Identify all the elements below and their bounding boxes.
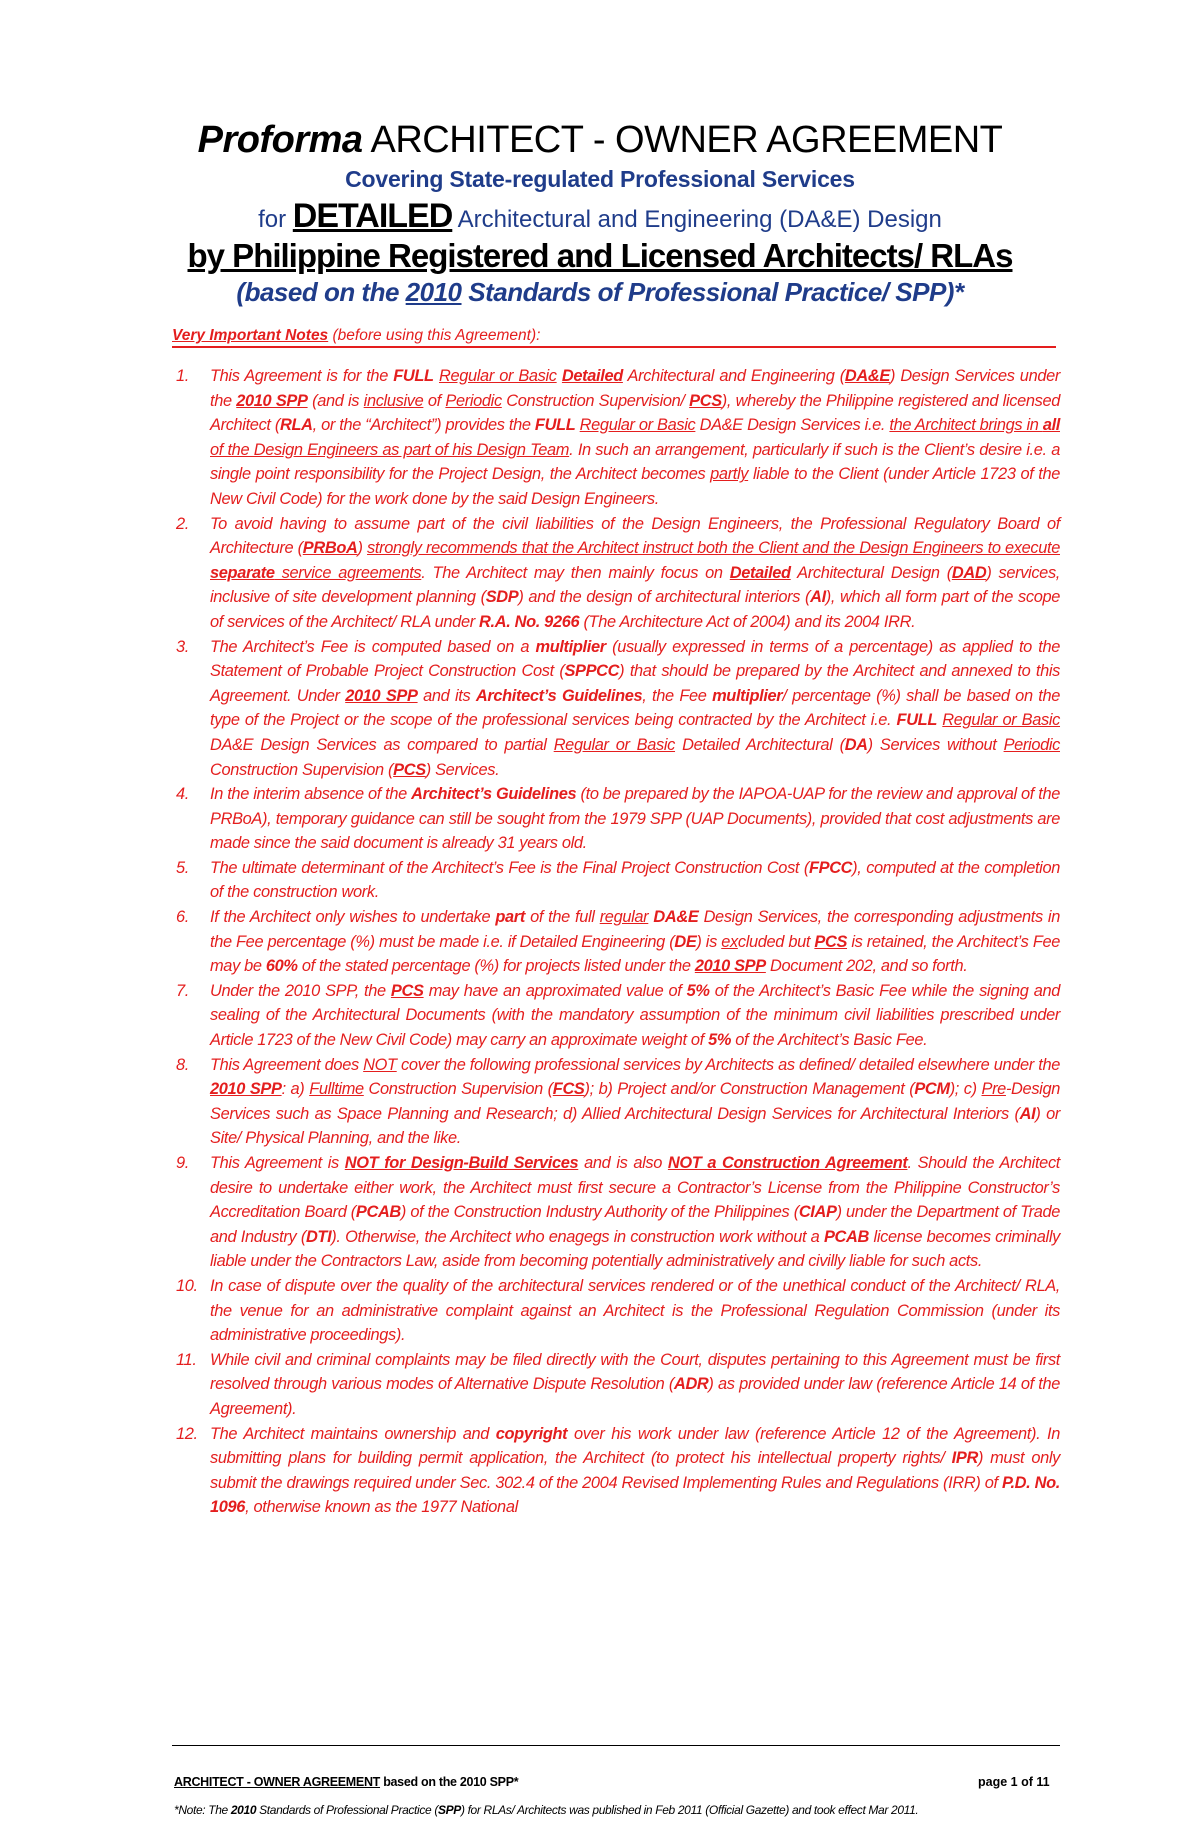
note-text: This Agreement does NOT cover the following professional services by Architects as defined/ detailed elsewhere under the 2010 SPP: a) Fulltime Construction Supervision (FCS); b) Project and/or Construction Management (PCM); c) Pre-Design Services such as Space Planning and Research; d) Allied Architectural Design Services for Architectural Interiors (AI) or Site/ Physical Planning, and the like. [210, 1055, 1060, 1148]
subtitle-design-post: Architectural and Engineering (DA&E) Design [452, 206, 942, 233]
title-proforma: Proforma [197, 119, 363, 161]
note-number: 2. [176, 514, 189, 533]
footer-page-number [978, 1775, 1050, 1789]
subtitle-architects: by Philippine Registered and Licensed Architects/ RLAs [187, 237, 1013, 274]
subtitle-standards-year: 2010 [405, 277, 462, 307]
note-number: 10. [176, 1276, 198, 1295]
note-number: 3. [176, 637, 189, 656]
note-text: The ultimate determinant of the Architect’s Fee is the Final Project Construction Cost (FPCC), computed at the completion of the construction work. [210, 858, 1060, 902]
notes-heading [172, 326, 1056, 348]
note-number: 4. [176, 785, 189, 804]
note-item [172, 1274, 1060, 1348]
note-number: 12. [176, 1424, 198, 1443]
title-main: ARCHITECT - OWNER AGREEMENT [362, 119, 1003, 161]
note-item [172, 1151, 1060, 1274]
note-item [172, 905, 1060, 979]
note-text: The Architect’s Fee is computed based on a multiplier (usually expressed in terms of a percentage) as applied to the Statement of Probable Project Construction Cost (SPPCC) that should be prepared by the Architect and annexed to this Agreement. Under 2010 SPP and its Architect’s Guidelines, the Fee multiplier/ percentage (%) shall be based on the type of the Project or the scope of the professional services being contracted by the Architect i.e. FULL Regular or Basic DA&E Design Services as compared to partial Regular or Basic Detailed Architectural (DA) Services without Periodic Construction Supervision (PCS) Services. [210, 637, 1061, 779]
subtitle-standards-pre: (based on the [236, 277, 406, 307]
note-text: In the interim absence of the Architect’s Guidelines (to be prepared by the IAPOA-UAP for the review and approval of the PRBoA), temporary guidance can still be sought from the 1979 SPP (UAP Documents), provided that cost adjustments are made since the said document is already 31 years old. [210, 785, 1060, 853]
footer-title [174, 1775, 518, 1789]
note-item [172, 1348, 1060, 1422]
footer-title-underlined: ARCHITECT - OWNER AGREEMENT [174, 1775, 381, 1789]
subtitle-standards-post: Standards of Professional Practice/ SPP)* [461, 277, 964, 307]
page-total: of 11 [1017, 1775, 1050, 1789]
notes-heading-rest: (before using this Agreement): [328, 327, 541, 344]
note-item [172, 1053, 1060, 1151]
subtitle-services: Covering State-regulated Professional Services [345, 166, 855, 192]
notes-heading-lead: Very Important Notes [172, 327, 329, 344]
note-number: 5. [176, 858, 189, 877]
note-number: 8. [176, 1055, 189, 1074]
note-text: This Agreement is NOT for Design-Build Services and is also NOT a Construction Agreement. Should the Architect desire to undertake either work, the Architect must first secure a Contractor’s License from the Philippine Constructor’s Accreditation Board (PCAB) of the Construction Industry Authority of the Philippines (CIAP) under the Department of Trade and Industry (DTI). Otherwise, the Architect who enagegs in construction work without a PCAB license becomes criminally liable under the Contractors Law, aside from becoming potentially administratively and civilly liable for such acts. [210, 1154, 1060, 1271]
note-text: The Architect maintains ownership and copyright over his work under law (reference Article 12 of the Agreement). In submitting plans for building permit application, the Architect (to protect his intellectual property rights/ IPR) must only submit the drawings required under Sec. 302.4 of the 2004 Revised Implementing Rules and Regulations (IRR) of P.D. No. 1096, otherwise known as the 1977 National [210, 1424, 1061, 1517]
note-item [172, 635, 1060, 783]
note-number: 6. [176, 908, 189, 927]
note-item [172, 1422, 1060, 1520]
footer-rule [172, 1745, 1060, 1746]
subtitle-design [0, 196, 1200, 240]
page-label: page [978, 1775, 1011, 1789]
subtitle-design-pre: for [258, 206, 293, 233]
footer-title-rest: based on the 2010 SPP* [380, 1775, 519, 1789]
note-number: 9. [176, 1154, 189, 1172]
note-item [172, 979, 1060, 1053]
note-text: While civil and criminal complaints may be filed directly with the Court, disputes pertaining to this Agreement must be first resolved through various modes of Alternative Dispute Resolution (ADR) as provided under law (reference Article 14 of the Agreement). [210, 1350, 1060, 1418]
document-title [0, 118, 1200, 162]
note-text: In case of dispute over the quality of the architectural services rendered or of the unethical conduct of the Architect/ RLA, the venue for an administrative complaint against an Architect is the Professional Regulation Commission (under its administrative proceedings). [210, 1276, 1060, 1345]
note-item [172, 364, 1060, 512]
footer-note: *Note: The 2010 Standards of Professional Practice (SPP) for RLAs/ Architects was published in Feb 2011 (Official Gazette) and took effect Mar 2011. [174, 1803, 919, 1817]
note-item [172, 512, 1060, 635]
note-text: To avoid having to assume part of the civil liabilities of the Design Engineers, the Professional Regulatory Board of Architecture (PRBoA) strongly recommends that the Architect instruct both the Client and the Design Engineers to execute separate service agreements. The Architect may then mainly focus on Detailed Architectural Design (DAD) services, inclusive of site development planning (SDP) and the design of architectural interiors (AI), which all form part of the scope of services of the Architect/ RLA under R.A. No. 9266 (The Architecture Act of 2004) and its 2004 IRR. [210, 514, 1060, 631]
page-current: 1 [1010, 1775, 1018, 1789]
note-number: 1. [176, 367, 189, 385]
subtitle-standards [0, 276, 1200, 308]
note-text: If the Architect only wishes to undertake part of the full regular DA&E Design Services, the corresponding adjustments in the Fee percentage (%) must be made i.e. if Detailed Engineering (DE) is excluded but PCS is retained, the Architect’s Fee may be 60% of the stated percentage (%) for projects listed under the 2010 SPP Document 202, and so forth. [210, 908, 1061, 976]
note-item [172, 782, 1060, 856]
notes-list [172, 364, 1060, 1520]
note-number: 11. [176, 1350, 197, 1369]
subtitle-design-detailed: DETAILED [292, 197, 453, 235]
note-item [172, 856, 1060, 905]
note-number: 7. [176, 981, 189, 1000]
note-text: This Agreement is for the FULL Regular or Basic Detailed Architectural and Engineering (DA&E) Design Services under the 2010 SPP (and is inclusive of Periodic Construction Supervision/ PCS), whereby the Philippine registered and licensed Architect (RLA, or the “Architect”) provides the FULL Regular or Basic DA&E Design Services i.e. the Architect brings in all of the Design Engineers as part of his Design Team. In such an arrangement, particularly if such is the Client’s desire i.e. a single point responsibility for the Project Design, the Architect becomes partly liable to the Client (under Article 1723 of the New Civil Code) for the work done by the said Design Engineers. [210, 367, 1061, 508]
note-text: Under the 2010 SPP, the PCS may have an approximated value of 5% of the Architect’s Basic Fee while the signing and sealing of the Architectural Documents (with the mandatory assumption of the minimum civil liabilities prescribed under Article 1723 of the New Civil Code) may carry an approximate weight of 5% of the Architect’s Basic Fee. [210, 981, 1060, 1050]
